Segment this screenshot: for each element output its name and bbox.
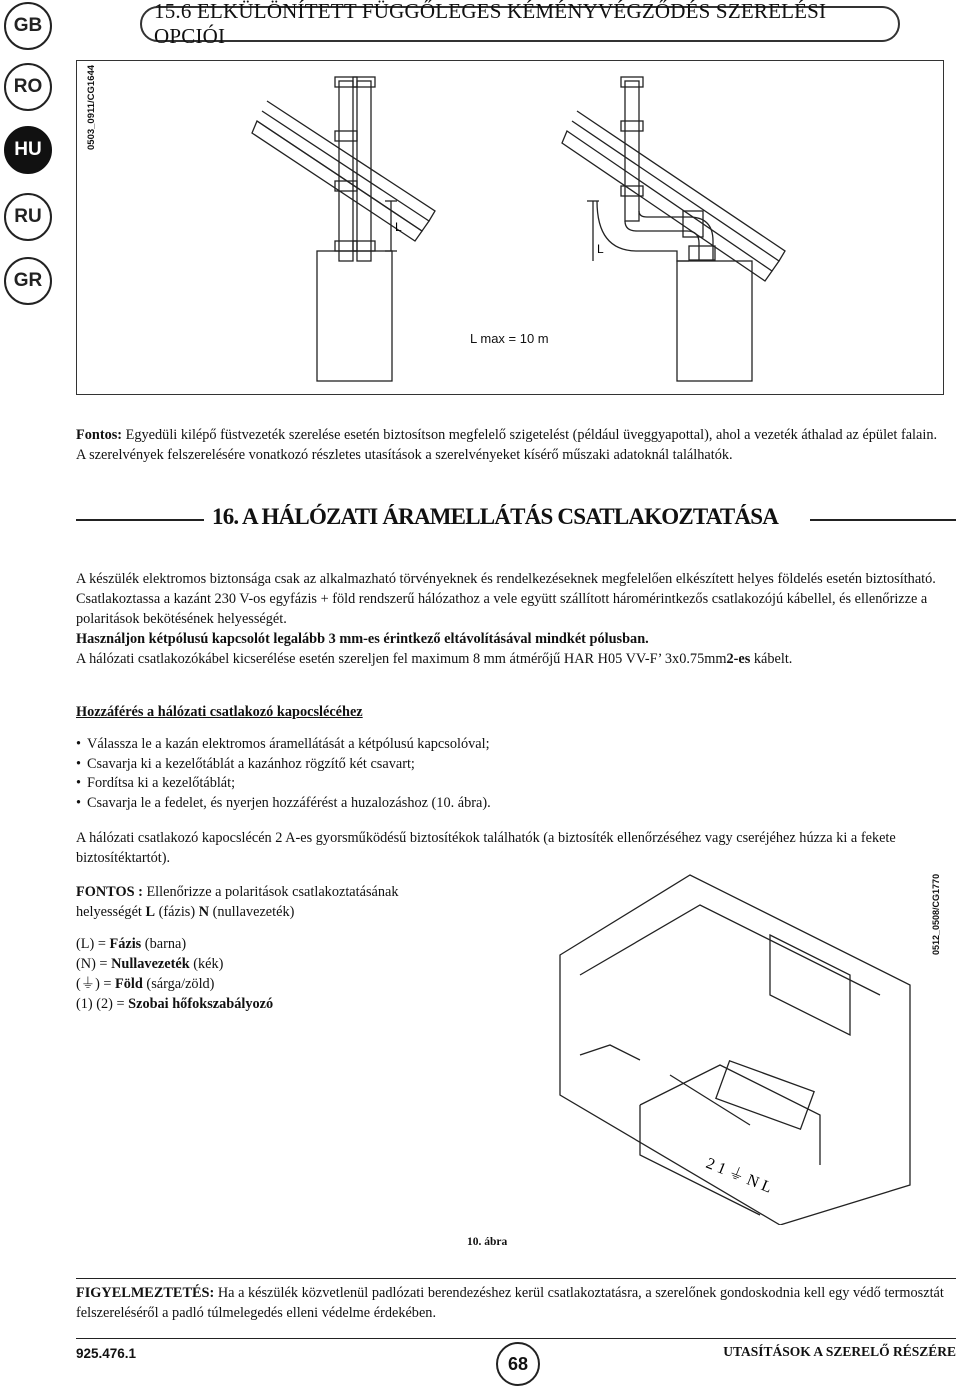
polarity-neutral: (nullavezeték) (209, 904, 295, 920)
step-item: • Csavarja ki a kezelőtáblát a kazánhoz rögzítő két csavart; (76, 755, 491, 775)
body-p3: Használjon kétpólusú kapcsolót legalább 3 mm-es érintkező eltávolításával mindkét pólusban. (76, 631, 649, 647)
document-number: 925.476.1 (76, 1346, 137, 1361)
fontos-note (76, 425, 956, 465)
heading-16: 16. A HÁLÓZATI ÁRAMELLÁTÁS CSATLAKOZTATÁSA (212, 504, 779, 529)
warning-body: Ha a készülék közvetlenül padlózati berendezéshez kerül csatlakoztatásra, a szerelőnek gondoskodnia kell egy védő termosztát felszereléséről a padló túlmelegedés elleni védelme érdekében. (76, 1285, 944, 1321)
language-code: HU (14, 139, 42, 160)
page-number: 68 (496, 1342, 540, 1386)
fuse-text: A hálózati csatlakozó kapocslécén 2 A-es gyorsműködésű biztosítékok találhatók (a biztosíték ellenőrzéséhez vagy cseréjéhez húzza ki a fekete biztosítéktartót). (76, 830, 896, 866)
polarity-label: FONTOS : (76, 884, 143, 900)
warning-label: FIGYELMEZTETÉS: (76, 1285, 215, 1301)
legend-item: (L) = Fázis (barna) (76, 936, 187, 952)
polarity-text-2: helyességét (76, 904, 146, 920)
body-text (76, 569, 956, 669)
step-item: • Fordítsa ki a kezelőtáblát; (76, 774, 491, 794)
body-p4a: A hálózati csatlakozókábel kicserélése esetén szereljen fel maximum 8 mm átmérőjű HAR H05 VV-F’ 3x0.75mm (76, 651, 727, 667)
language-code: GB (13, 15, 43, 36)
step-item: • Csavarja le a fedelet, és nyerjen hozzáférést a huzalozáshoz (10. ábra). (76, 794, 491, 814)
terminal-block-figure (520, 865, 920, 1225)
body-p2: Csatlakoztassa a kazánt 230 V-os egyfázis + föld rendszerű hálózathoz a vele együtt szállított háromérintkezős csatlakozójú kábellel, és ellenőrizze a polaritások bekötésének helyességét. (76, 591, 928, 627)
language-code: RO (13, 76, 43, 97)
legend-item: (⏚) = Föld (sárga/zöld) (76, 976, 215, 992)
language-badge-ru (4, 193, 52, 241)
drawing-code: 0503_0911/CG1644 (86, 64, 97, 150)
step-item: • Válassza le a kazán elektromos áramellátását a kétpólusú kapcsolóval; (76, 735, 491, 755)
language-badge-ro (4, 63, 52, 111)
terminal-labels: 2 1 ⏚ N L (703, 1154, 775, 1197)
polarity-l: L (145, 904, 156, 920)
steps-list (76, 735, 491, 813)
body-p4b: 2-es (726, 651, 751, 667)
figure-caption: 10. ábra (467, 1236, 508, 1248)
section-title: 15.6 ELKÜLÖNÍTETT FÜGGŐLEGES KÉMÉNYVÉGZŐDÉS SZERELÉSI OPCIÓI (140, 6, 900, 42)
access-heading: Hozzáférés a hálózati csatlakozó kapocslécéhez (76, 704, 363, 720)
body-p1: A készülék elektromos biztonsága csak az alkalmazható törvényeknek és rendelkezéseknek megfelelően elkészített helyes földelés esetén biztosítható. (76, 571, 936, 587)
note-label: Fontos: (76, 427, 123, 443)
polarity-n: N (198, 904, 210, 920)
language-code: RU (14, 206, 42, 227)
heading-rule-left (76, 519, 204, 521)
legend-item: (N) = Nullavezeték (kék) (76, 956, 224, 972)
language-code: GR (13, 270, 43, 291)
polarity-note (76, 882, 466, 922)
polarity-phase: (fázis) (155, 904, 199, 920)
legend-item: (1) (2) = Szobai hőfokszabályozó (76, 996, 274, 1012)
lmax-label: L max = 10 m (470, 331, 549, 346)
wiring-legend (76, 934, 466, 1014)
dimension-label-l-left: L (395, 220, 402, 234)
language-badge-gb (4, 2, 52, 50)
warning-rule (76, 1278, 956, 1279)
language-badge-gr (4, 257, 52, 305)
earth-icon: ⏚ (80, 976, 96, 992)
heading-rule-right (810, 519, 956, 521)
warning-text (76, 1283, 956, 1323)
footer-title: UTASÍTÁSOK A SZERELŐ RÉSZÉRE (723, 1344, 956, 1359)
language-badge-hu (4, 126, 52, 174)
note-text: Egyedüli kilépő füstvezeték szerelése esetén biztosítson megfelelő szigetelést (például üveggyapottal), ahol a vezeték áthalad az épület falain. (122, 427, 938, 443)
body-p4c: kábelt. (750, 651, 793, 667)
footer-rule (76, 1338, 956, 1339)
figure-code: 0512_0508/CG1770 (931, 873, 941, 955)
dimension-label-l-right: L (597, 242, 604, 256)
note-text-2: A szerelvények felszerelésére vonatkozó részletes utasítások a szerelvényeket kísérő műszaki adatoknál találhatók. (76, 447, 733, 463)
polarity-text: Ellenőrizze a polaritások csatlakoztatásának (142, 884, 399, 900)
